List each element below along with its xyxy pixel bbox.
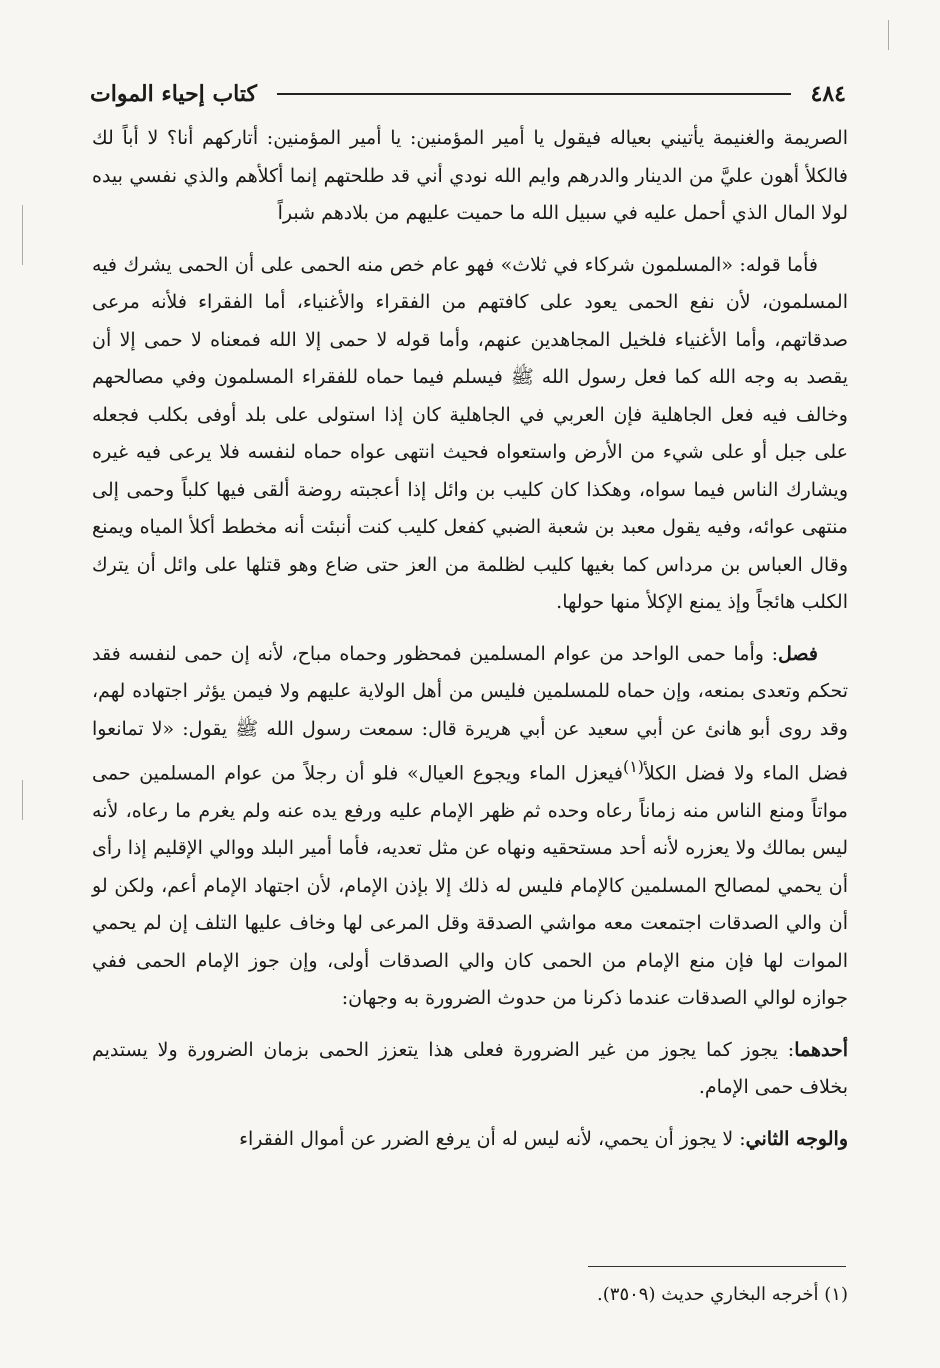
paragraph-4-text: : يجوز كما يجوز من غير الضرورة فعلى هذا يتعزز الحمى بزمان الضرورة ولا يستديم بخلاف حمى الإمام. [92,1038,848,1099]
paragraph-5-text: : لا يجوز أن يحمي، لأنه ليس له أن يرفع الضرر عن أموال الفقراء [239,1127,746,1150]
footnote-reference: (١) [623,757,644,776]
header-rule [277,93,791,95]
margin-mark [888,20,889,50]
page-number: ٤٨٤ [810,81,846,107]
section-label: فصل [778,642,818,665]
first-view-label: أحدهما [794,1038,848,1061]
paragraph-1: الصريمة والغنيمة يأتيني بعياله فيقول يا أمير المؤمنين: يا أمير المؤمنين: أتاركهم أنا؟ لا أباً لك فالكلأ أهون عليَّ من الدينار والدرهم وايم الله نودي أني قد طلحتهم إنما أكلأهم والذي نفسي بيده لولا المال الذي أحمل عليه في سبيل الله ما حميت عليهم من بلادهم شبراً [92,127,848,224]
second-view-label: والوجه الثاني [745,1127,848,1150]
margin-mark [22,205,23,265]
paragraph-3-text: : وأما حمى الواحد من عوام المسلمين فمحظور وحماه مباح، لأنه إن حمى لنفسه فقد تحكم وتعدى بمنعه، وإن حماه للمسلمين فليس من أهل الولاية عليهم ولا فيمن يؤثر اجتهاده لهم، وقد روى أبو هانئ عن أبي سعيد عن أبي هريرة قال: سمعت رسول الله ﷺ يقول: «لا تمانعوا فضل الماء ولا فضل الكلأ [92,642,848,785]
paragraph-5 [92,1121,848,1159]
paragraph-2: فأما قوله: «المسلمون شركاء في ثلاث» فهو عام خص منه الحمى على أن الحمى يشرك فيه المسلمون، لأن نفع الحمى يعود على كافتهم من الفقراء والأغنياء، أما الفقراء فلأنه مرعى صدقاتهم، وأما الأغنياء فلخيل المجاهدين عنهم، وأما قوله لا حمى إلا الله فمعناه لا حمى إلا أن يقصد به وجه الله كما فعل رسول الله ﷺ فيسلم فيما حماه للفقراء المسلمون وفي مصالحهم وخالف فيه فعل الجاهلية فإن العربي في الجاهلية كان إذا استولى على بلد أوفى بكلب فجعله على جبل أو على شيء من الأرض واستعواه فحيث انتهى عواه حماه لنفسه فلا يرعى فيه غيره ويشارك الناس فيما سواه، وهكذا كان كليب بن وائل إذا أعجبته روضة ألقى فيها كلباً وحمى إلى منتهى عوائه، وفيه يقول معبد بن شعبة الضبي كفعل كليب كنت أنبئت أنه مخطط أكلأ المياه ويمنع وقال العباس بن مرداس كما بغيها كليب لظلمة من العز حتى ضاع وهو قتلها على وائل أن يترك الكلب هائجاً وإذ يمنع الإكلأ منها حولها. [92,253,848,613]
page-header [90,74,846,114]
paragraph-4 [92,1032,848,1107]
paragraph-3-rest: فيعزل الماء ويجوع العيال» فلو أن رجلاً من عوام المسلمين حمى مواتاً ومنع الناس منه زماناً رعاه وحده ثم ظهر الإمام عليه ورفع يده عنه ولم يغرم ما رعاه، لأنه ليس بمالك ولا يعزره لأنه أحد مستحقيه ونهاه عن مثل تعديه، فأما أمير البلد ووالي الإقليم إذا رأى أن يحمي لمصالح المسلمين كالإمام فليس له ذلك إلا بإذن الإمام، لأن اجتهاد الإمام أعم، ولكن لو أن والي الصدقات اجتمعت معه مواشي الصدقة وقل المرعى لها وخاف عليها التلف إن لم يحمي الموات لها فإن منع الإمام من الحمى كان والي الصدقات أولى، وإن جوز الإمام الحمى ففي جوازه لوالي الصدقات عندما ذكرنا من حدوث الضرورة به وجهان: [92,762,848,1010]
footnote-rule [588,1266,846,1267]
margin-mark [22,780,23,820]
footnote: (١) أخرجه البخاري حديث (٣٥٠٩). [597,1284,848,1305]
body-text [92,120,848,1158]
book-title: كتاب إحياء الموات [90,81,257,107]
paragraph-3 [92,636,848,1018]
